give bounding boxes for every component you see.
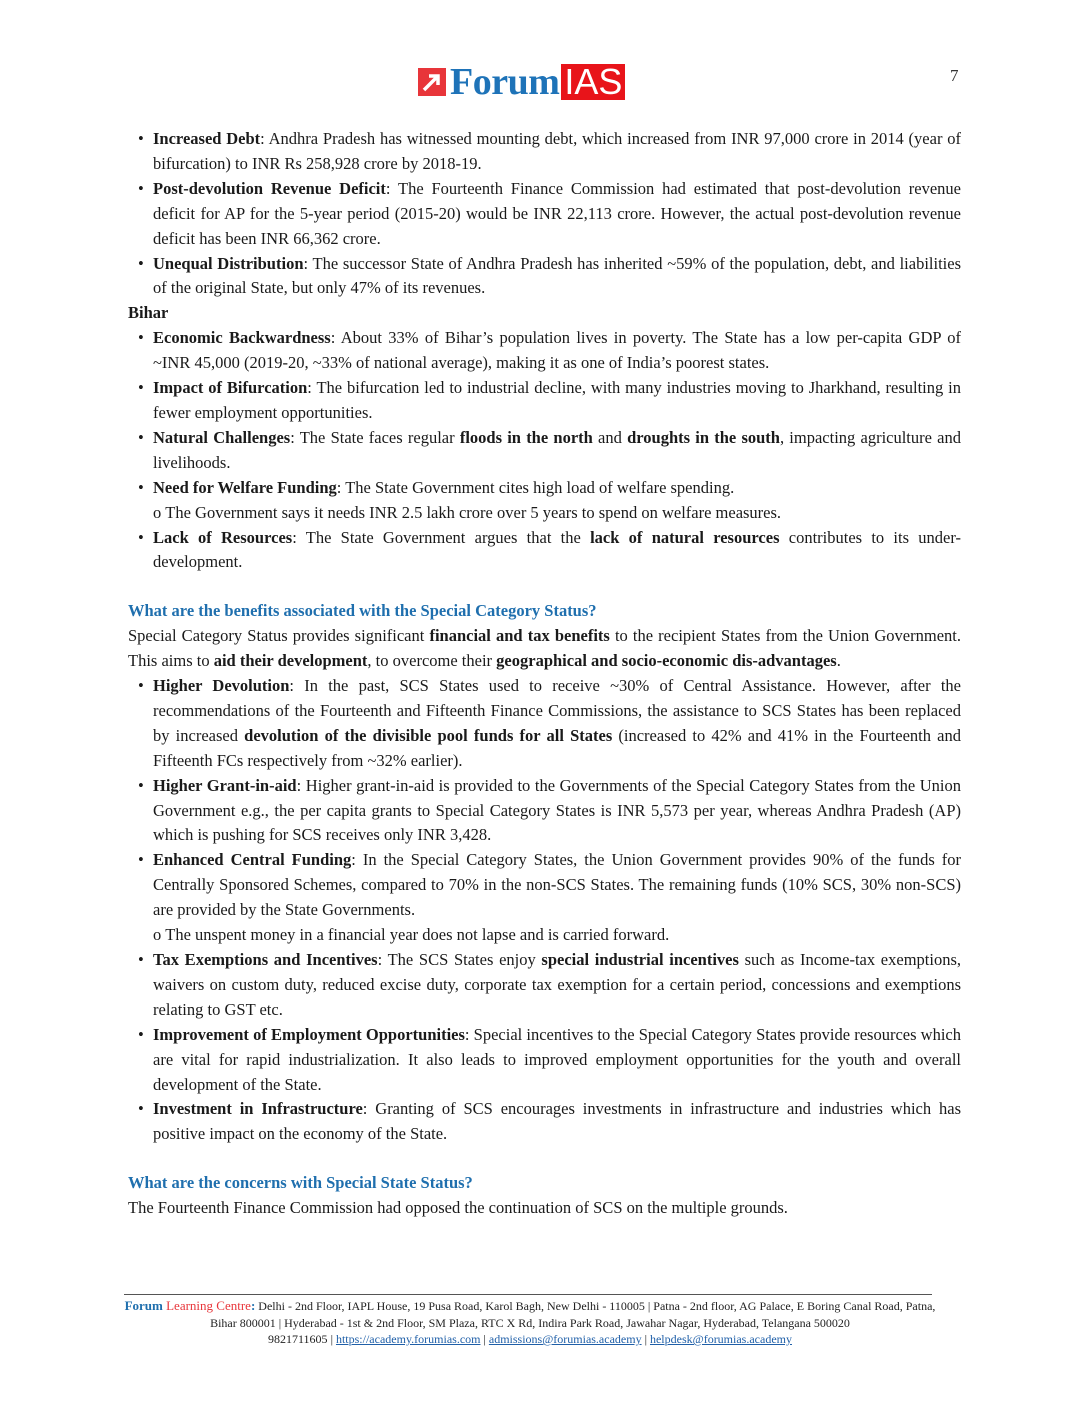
forumias-logo	[418, 61, 625, 103]
page-number: 7	[950, 66, 959, 85]
list-item: • Improvement of Employment Opportunities: Special incentives to the Special Category States provide resources which are vital for rapid industrialization. It also leads to improved employment opportunities for the youth and overall development of the State.	[128, 1023, 961, 1098]
footer-address: Delhi - 2nd Floor, IAPL House, 19 Pusa Road, Karol Bagh, New Delhi - 110005 | Patna - 2nd floor, AG Palace, E Boring Canal Road, Patna, Bihar 800001 | Hyderabad - 1st & 2nd Floor, SM Plaza, RTC X Rd, Indira Park Road, Jawahar Nagar, Hyderabad, Telangana 500020	[210, 1299, 936, 1330]
page-header	[0, 62, 1088, 102]
sub-list-item: o The Government says it needs INR 2.5 lakh crore over 5 years to spend on welfare measures.	[153, 502, 782, 522]
benefits-intro: Special Category Status provides significant financial and tax benefits to the recipient States from the Union Government. This aims to aid their development, to overcome their geographical and socio-economic dis-advantages.	[128, 626, 961, 671]
section-heading-benefits: What are the benefits associated with the Special Category Status?	[128, 601, 597, 621]
footer-link-website[interactable]: https://academy.forumias.com	[335, 1332, 481, 1346]
list-item: • Higher Grant-in-aid: Higher grant-in-aid is provided to the Governments of the Special Category States from the Union Government e.g., the per capita grants to Special Category States is INR 5,573 per year, whereas Andhra Pradesh (AP) which is pushing for SCS receives only INR 3,428.	[128, 774, 961, 849]
logo-ias-text: IAS	[561, 64, 625, 100]
list-item: • Enhanced Central Funding: In the Special Category States, the Union Government provides 90% of the funds for Centrally Sponsored Schemes, compared to 70% in the non-SCS States. The remaining funds (10% SCS, 30% non-SCS) are provided by the State Governments.	[128, 848, 961, 923]
list-item: • Lack of Resources: The State Government argues that the lack of natural resources contributes to its under-development.	[128, 526, 961, 576]
footer-brand-learning-centre: Learning Centre	[162, 1298, 251, 1313]
list-item: • Tax Exemptions and Incentives: The SCS States enjoy special industrial incentives such as Income-tax exemptions, waivers on custom duty, reduced excise duty, corporate tax exemption for a certain period, concessions and exemptions relating to GST etc.	[128, 948, 961, 1023]
concerns-text: The Fourteenth Finance Commission had opposed the continuation of SCS on the multiple grounds.	[128, 1198, 788, 1218]
list-item: • Natural Challenges: The State faces regular floods in the north and droughts in the south, impacting agriculture and livelihoods.	[128, 426, 961, 476]
footer-phone: 9821711605	[268, 1332, 328, 1346]
section-heading-concerns: What are the concerns with Special State Status?	[128, 1173, 473, 1193]
list-item: • Unequal Distribution: The successor State of Andhra Pradesh has inherited ~59% of the population, debt, and liabilities of the original State, but only 47% of its revenues.	[128, 252, 961, 302]
circle-bullet-icon: o	[153, 925, 162, 945]
section-heading-bihar: Bihar	[128, 303, 169, 323]
footer-brand-forum: Forum	[124, 1298, 163, 1313]
sub-list-item: o The unspent money in a financial year does not lapse and is carried forward.	[153, 925, 670, 945]
logo-forum-text: Forum	[450, 61, 560, 103]
list-item: • Impact of Bifurcation: The bifurcation led to industrial decline, with many industries moving to Jharkhand, resulting in fewer employment opportunities.	[128, 376, 961, 426]
arrow-up-right-icon	[418, 68, 446, 96]
list-item: • Economic Backwardness: About 33% of Bihar’s population lives in poverty. The State has a low per-capita GDP of ~INR 45,000 (2019-20, ~33% of national average), making it as one of India’s poorest states.	[128, 326, 961, 376]
list-item: • Need for Welfare Funding: The State Government cites high load of welfare spending.	[128, 476, 961, 501]
list-item: • Higher Devolution: In the past, SCS States used to receive ~30% of Central Assistance. However, after the recommendations of the Fourteenth and Fifteenth Finance Commissions, the assistance to SCS States has been replaced by increased devolution of the divisible pool funds for all States (increased to 42% and 41% in the Fourteenth and Fifteenth FCs respectively from ~32% earlier).	[128, 674, 961, 774]
list-item: • Investment in Infrastructure: Granting of SCS encourages investments in infrastructure and industries which has positive impact on the economy of the State.	[128, 1097, 961, 1147]
document-body	[128, 127, 961, 1221]
footer-link-admissions[interactable]: admissions@forumias.academy	[488, 1332, 642, 1346]
page-footer: Forum Learning Centre: Delhi - 2nd Floor, IAPL House, 19 Pusa Road, Karol Bagh, New Delhi - 110005 | Patna - 2nd floor, AG Palace, E Boring Canal Road, Patna, Bihar 800001 | Hyderabad - 1st & 2nd Floor, SM Plaza, RTC X Rd, Indira Park Road, Jawahar Nagar, Hyderabad, Telangana 500020 9821711605 | https://academy.forumias.com | admissions@forumias.academy | helpdesk@forumias.academy	[124, 1298, 936, 1346]
footer-link-helpdesk[interactable]: helpdesk@forumias.academy	[649, 1332, 792, 1346]
circle-bullet-icon: o	[153, 502, 162, 522]
footer-divider	[124, 1294, 932, 1295]
list-item: • Post-devolution Revenue Deficit: The Fourteenth Finance Commission had estimated that post-devolution revenue deficit for AP for the 5-year period (2015-20) would be INR 22,113 crore. However, the actual post-devolution revenue deficit has been INR 66,362 crore.	[128, 177, 961, 252]
list-item: • Increased Debt: Andhra Pradesh has witnessed mounting debt, which increased from INR 97,000 crore in 2014 (year of bifurcation) to INR Rs 258,928 crore by 2018-19.	[128, 127, 961, 177]
